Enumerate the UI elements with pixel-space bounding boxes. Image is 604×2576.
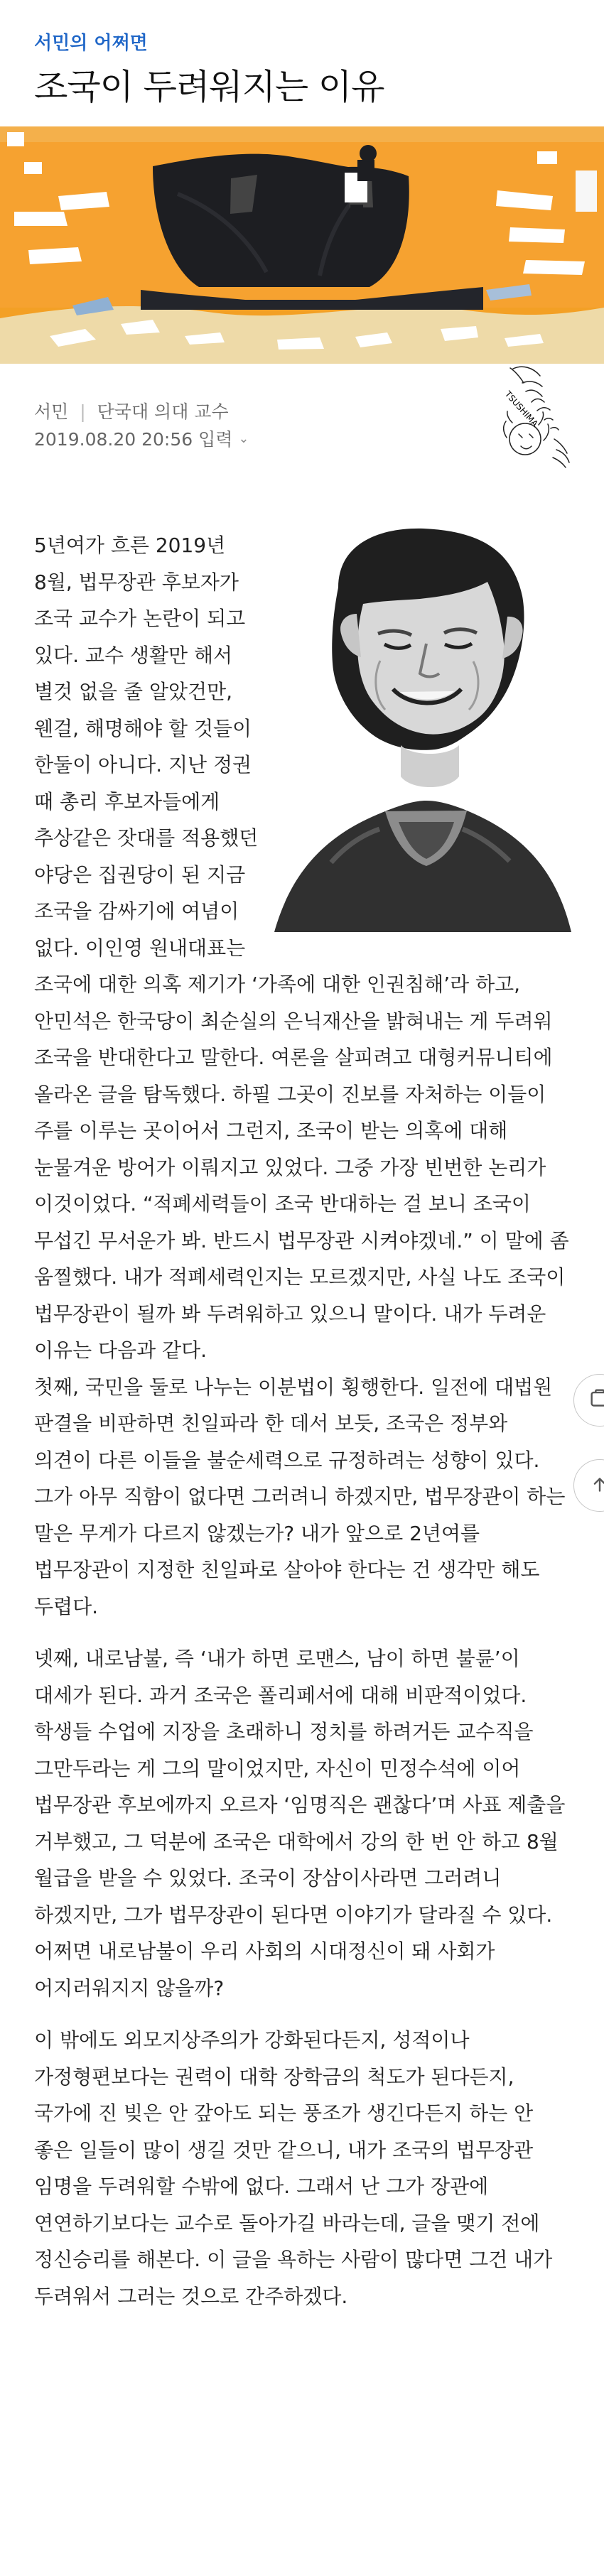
hero-illustration-svg xyxy=(0,126,604,364)
paragraph-1: 5년여가 흐른 2019년 8월, 법무장관 후보자가 조국 교수가 논란이 되고 있다. 교수 생활만 해서 별것 없을 줄 알았건만, 웬걸, 해명해야 할 것들이 한둘이 아니다. 지난 정권 때 총리 후보자들에게 추상같은 잣대를 적용했던 야당은 집권당이 된 지금 조국을 감싸기에 여념이 없다. 이인영 원내대표는 조국에 대한 의혹 제기가 ‘가족에 대한 인권침해’라 하고, 안민석은 한국당이 최순실의 은닉재산을 밝혀내는 게 두려워 조국을 반대한다고 말한다. 여론을 살피려고 대형커뮤니티에 올라온 글을 탐독했다. 하필 그곳이 진보를 자처하는 이들이 주를 이루는 곳이어서 그런지, 조국이 받는 의혹에 대해 눈물겨운 방어가 이뤄지고 있었다. 그중 가장 빈번한 논리가 이것이었다. “적폐세력들이 조국 반대하는 걸 보니 조국이 무섭긴 무서운가 봐. 반드시 법무장관 시켜야겠네.” 이 말에 좀 움찔했다. 내가 적폐세력인지는 모르겠지만, 사실 나도 조국이 법무장관이 될까 봐 두려워하고 있으니 말이다. 내가 두려운 이유는 다음과 같다. xyxy=(34,534,569,1362)
byline xyxy=(34,399,249,454)
author-signature xyxy=(490,355,583,476)
author-title: 단국대 의대 교수 xyxy=(97,401,229,422)
article-title: 조국이 두려워지는 이유 xyxy=(34,67,384,107)
article-header xyxy=(0,0,604,107)
scroll-top-button[interactable] xyxy=(573,1459,604,1512)
bookmark-button[interactable] xyxy=(573,1374,604,1427)
bookmark-svg xyxy=(588,1387,604,1412)
arrow-up-icon xyxy=(588,1473,604,1499)
paragraph-4: 이 밖에도 외모지상주의가 강화된다든지, 성적이나 가정형편보다는 권력이 대학 장학금의 척도가 된다든지, 국가에 진 빚은 안 갚아도 되는 풍조가 생긴다든지 하는 안 좋은 일들이 많이 생길 것만 같으니, 내가 조국의 법무장관 임명을 두려워할 수밖에 없다. 그래서 난 그가 장관에 연연하기보다는 교수로 돌아가길 바라는데, 글을 맺기 전에 정신승리를 해본다. 이 글을 욕하는 사람이 많다면 그건 내가 두려워서 그러는 것으로 간주하겠다. xyxy=(34,2028,553,2308)
author-portrait xyxy=(274,527,571,932)
section-label[interactable]: 서민의 어쩌면 xyxy=(34,33,148,54)
article-body xyxy=(34,527,571,2330)
published-date: 2019.08.20 20:56 입력 xyxy=(34,428,233,450)
chevron-down-icon[interactable]: ⌄ xyxy=(238,431,249,447)
arrow-up-svg xyxy=(588,1473,604,1497)
bookmark-icon xyxy=(588,1387,604,1414)
paragraph-2: 첫째, 국민을 둘로 나누는 이분법이 횡행한다. 일전에 대법원 판결을 비판하면 친일파라 한 데서 보듯, 조국은 정부와 의견이 다른 이들을 불순세력으로 규정하려는 성향이 있다. 그가 아무 직함이 없다면 그러려니 하겠지만, 법무장관이 하는 말은 무게가 다르지 않겠는가? 내가 앞으로 2년여를 법무장관이 지정한 친일파로 살아야 한다는 건 생각만 해도 두렵다. xyxy=(34,1375,566,1618)
signature-drawing xyxy=(490,355,583,476)
signature-text: TSUSHIMA xyxy=(502,389,540,429)
hero-illustration xyxy=(0,126,604,364)
paragraph-3: 넷째, 내로남불, 즉 ‘내가 하면 로맨스, 남이 하면 불륜’이 대세가 된다. 과거 조국은 폴리페서에 대해 비판적이었다. 학생들 수업에 지장을 초래하니 정치를 하려거든 교수직을 그만두라는 게 그의 말이었지만, 자신이 민정수석에 이어 법무장관 후보에까지 오르자 ‘임명직은 괜찮다’며 사표 제출을 거부했고, 그 덕분에 조국은 대학에서 강의 한 번 안 하고 8월 월급을 받을 수 있었다. 조국이 장삼이사라면 그러려니 하겠지만, 그가 법무장관이 된다면 이야기가 달라질 수 있다. 어쩌면 내로남불이 우리 사회의 시대정신이 돼 사회가 어지러워지지 않을까? xyxy=(34,1647,566,2000)
byline-separator: | xyxy=(80,401,86,422)
author-name[interactable]: 서민 xyxy=(34,401,69,422)
author-portrait-svg xyxy=(274,527,571,932)
